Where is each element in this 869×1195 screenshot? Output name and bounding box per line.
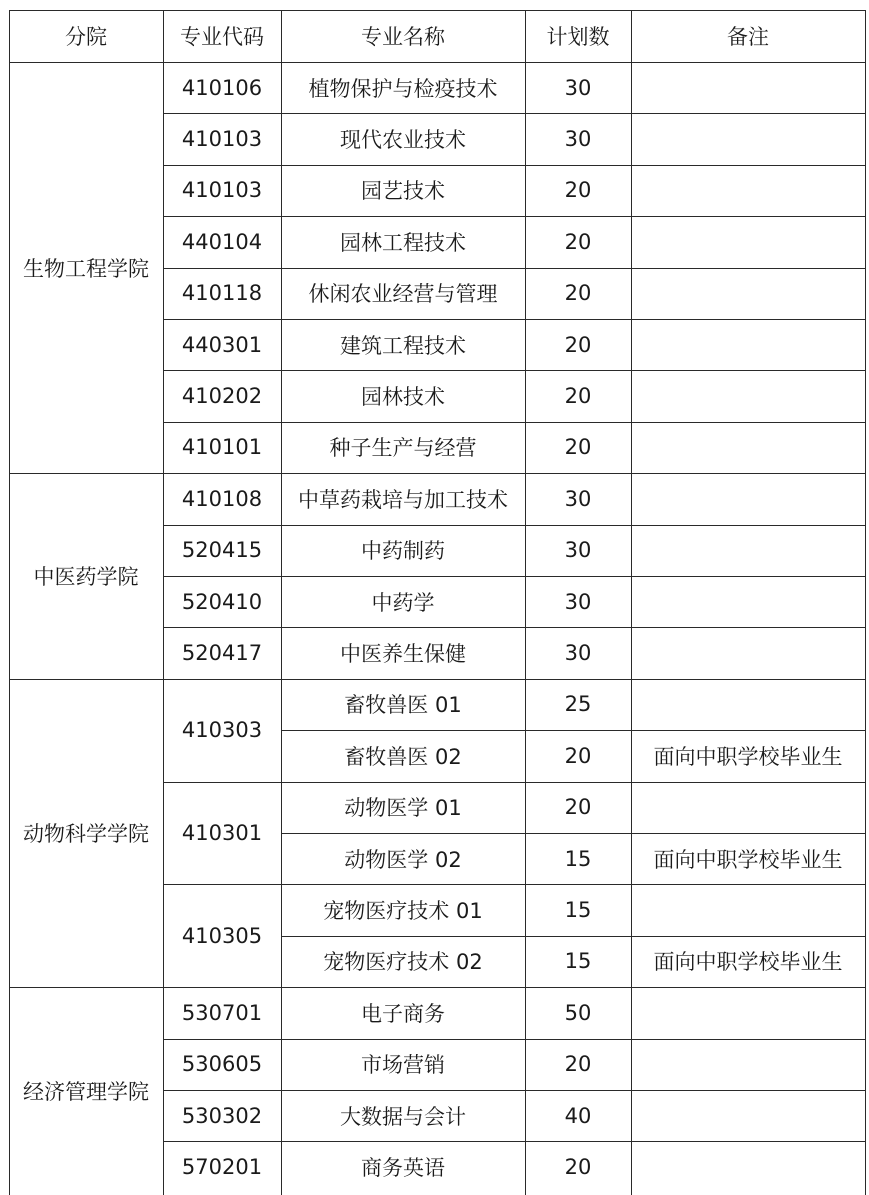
- college-cell: 动物科学学院: [23, 821, 149, 846]
- plan-count-cell: 30: [564, 75, 592, 100]
- plan-count-cell: 40: [564, 1103, 592, 1128]
- note-cell: [631, 113, 865, 164]
- column-divider: [163, 10, 164, 1195]
- program-name-cell: 大数据与会计: [340, 1104, 466, 1129]
- program-name-cell: 商务英语: [361, 1156, 445, 1181]
- college-cell: 经济管理学院: [23, 1080, 149, 1105]
- header-name: 专业名称: [361, 25, 445, 49]
- program-code-cell: 530302: [181, 1103, 263, 1128]
- note-cell: [631, 370, 865, 421]
- header-note: 备注: [727, 25, 769, 49]
- program-name-cell: 畜牧兽医 01: [344, 693, 462, 718]
- plan-count-cell: 20: [564, 1052, 592, 1077]
- plan-count-cell: 20: [564, 435, 592, 460]
- program-code-cell: 410103: [181, 127, 263, 152]
- program-name-cell: 中医养生保健: [340, 642, 466, 667]
- program-code-cell: 440104: [181, 229, 263, 254]
- header-code: 专业代码: [180, 25, 264, 49]
- note-cell: 面向中职学校毕业生: [653, 744, 843, 769]
- column-divider: [865, 10, 866, 1195]
- note-cell: [631, 1141, 865, 1192]
- column-divider: [9, 10, 10, 1195]
- program-code-cell: 410106: [181, 75, 263, 100]
- plan-count-cell: 15: [564, 898, 592, 923]
- program-name-cell: 种子生产与经营: [329, 436, 477, 461]
- note-cell: [631, 884, 865, 935]
- plan-count-cell: 15: [564, 846, 592, 871]
- program-name-cell: 建筑工程技术: [340, 333, 466, 358]
- program-name-cell: 中草药栽培与加工技术: [298, 487, 508, 512]
- row-divider: [9, 10, 866, 11]
- program-name-cell: 中药制药: [361, 539, 445, 564]
- note-cell: [631, 319, 865, 370]
- header-college: 分院: [65, 25, 107, 49]
- program-code-cell: 520410: [181, 589, 263, 614]
- note-cell: [631, 627, 865, 678]
- note-cell: [631, 1039, 865, 1090]
- program-name-cell: 动物医学 01: [344, 796, 462, 821]
- program-name-cell: 电子商务: [361, 1001, 445, 1026]
- program-name-cell: 园艺技术: [361, 179, 445, 204]
- note-cell: [631, 525, 865, 576]
- note-cell: 面向中职学校毕业生: [653, 847, 843, 872]
- plan-count-cell: 30: [564, 486, 592, 511]
- plan-count-cell: 30: [564, 127, 592, 152]
- program-code-cell: 410103: [181, 178, 263, 203]
- note-cell: [631, 1090, 865, 1141]
- plan-count-cell: 20: [564, 384, 592, 409]
- column-divider: [281, 10, 282, 1195]
- note-cell: [631, 268, 865, 319]
- program-name-cell: 园林技术: [361, 385, 445, 410]
- note-cell: [631, 62, 865, 113]
- plan-count-cell: 30: [564, 589, 592, 614]
- plan-count-cell: 20: [564, 332, 592, 357]
- plan-count-cell: 20: [564, 281, 592, 306]
- note-cell: [631, 576, 865, 627]
- plan-count-cell: 20: [564, 178, 592, 203]
- plan-count-cell: 15: [564, 949, 592, 974]
- program-name-cell: 畜牧兽医 02: [344, 744, 462, 769]
- program-code-cell: 410202: [181, 384, 263, 409]
- plan-count-cell: 30: [564, 641, 592, 666]
- program-name-cell: 宠物医疗技术 02: [323, 950, 483, 975]
- note-cell: [631, 473, 865, 524]
- college-cell: 生物工程学院: [23, 256, 149, 281]
- note-cell: [631, 679, 865, 730]
- program-name-cell: 植物保护与检疫技术: [308, 76, 498, 101]
- program-code-cell: 520417: [181, 641, 263, 666]
- program-name-cell: 动物医学 02: [344, 847, 462, 872]
- plan-count-cell: 50: [564, 1000, 592, 1025]
- program-code-cell: 410118: [181, 281, 263, 306]
- program-name-cell: 园林工程技术: [340, 230, 466, 255]
- column-divider: [631, 10, 632, 1195]
- program-code-cell: 530701: [181, 1000, 263, 1025]
- note-cell: 面向中职学校毕业生: [653, 950, 843, 975]
- program-name-cell: 宠物医疗技术 01: [323, 899, 483, 924]
- plan-count-cell: 20: [564, 1155, 592, 1180]
- header-plan: 计划数: [546, 25, 610, 49]
- plan-count-cell: 20: [564, 743, 592, 768]
- enrollment-plan-table: [9, 10, 865, 1195]
- program-name-cell: 休闲农业经营与管理: [308, 282, 498, 307]
- program-code-cell: 530605: [181, 1052, 263, 1077]
- note-cell: [631, 216, 865, 267]
- note-cell: [631, 987, 865, 1038]
- program-name-cell: 中药学: [371, 590, 435, 615]
- program-code-cell: 410108: [181, 486, 263, 511]
- program-code-cell: 410305: [181, 923, 263, 948]
- program-name-cell: 市场营销: [361, 1053, 445, 1078]
- plan-count-cell: 25: [564, 692, 592, 717]
- plan-count-cell: 20: [564, 229, 592, 254]
- college-cell: 中医药学院: [33, 564, 139, 589]
- program-code-cell: 410101: [181, 435, 263, 460]
- note-cell: [631, 782, 865, 833]
- program-code-cell: 570201: [181, 1155, 263, 1180]
- note-cell: [631, 165, 865, 216]
- program-code-cell: 410303: [181, 718, 263, 743]
- program-code-cell: 410301: [181, 820, 263, 845]
- note-cell: [631, 422, 865, 473]
- program-name-cell: 现代农业技术: [340, 128, 466, 153]
- program-code-cell: 440301: [181, 332, 263, 357]
- column-divider: [525, 10, 526, 1195]
- program-code-cell: 520415: [181, 538, 263, 563]
- plan-count-cell: 30: [564, 538, 592, 563]
- plan-count-cell: 20: [564, 795, 592, 820]
